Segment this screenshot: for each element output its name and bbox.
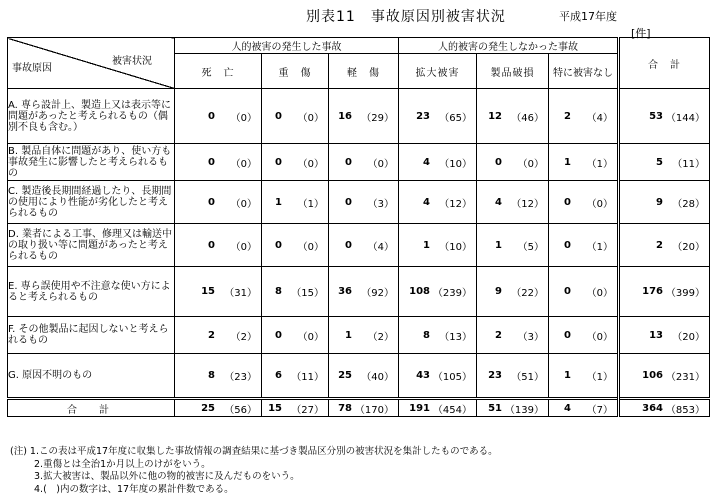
- cumulative-count: （0）: [586, 198, 614, 210]
- table-row: [8, 354, 710, 399]
- cumulative-value: 1: [307, 198, 314, 210]
- corner-bottom-label: 事故原因: [12, 63, 52, 74]
- cumulative-value: 3: [377, 198, 384, 210]
- cumulative-value: 0: [307, 112, 314, 124]
- cumulative-value: 170: [364, 404, 384, 416]
- value-cell: [619, 224, 710, 267]
- count: 0: [275, 156, 282, 168]
- cumulative-count: （0）: [367, 158, 394, 170]
- cause-label: C. 製造後長期間経過したり、長期間の使用により性能が劣化したと考えられるもの: [8, 181, 175, 224]
- unit-label: [件]: [631, 27, 651, 40]
- total-row: [8, 399, 710, 417]
- count: 4: [423, 156, 430, 168]
- count: 4: [564, 402, 572, 414]
- count: 4: [495, 196, 502, 208]
- cumulative-value: 2: [377, 331, 384, 343]
- cumulative-count: （20）: [672, 331, 706, 343]
- value-cell: [329, 354, 399, 399]
- cumulative-value: 399: [675, 288, 696, 299]
- count: 106: [642, 370, 664, 381]
- cumulative-value: 3: [527, 331, 534, 343]
- cumulative-count: （12）: [439, 198, 472, 210]
- value-cell: [329, 181, 399, 224]
- value-cell: [619, 181, 710, 224]
- cumulative-count: （4）: [367, 241, 394, 253]
- value-cell: [262, 224, 329, 267]
- value-cell: [262, 89, 329, 144]
- cause-label: B. 製品自体に問題があり、使い方も事故発生に影響したと考えられるもの: [8, 144, 175, 181]
- cumulative-count: （40）: [361, 372, 394, 383]
- value-cell: [399, 224, 477, 267]
- cumulative-count: （144）: [665, 112, 706, 124]
- count: 0: [564, 196, 572, 208]
- count: 12: [488, 110, 502, 122]
- count: 1: [564, 156, 572, 168]
- corner-top-label: 被害状況: [112, 56, 152, 67]
- fiscal-year: 平成17年度: [559, 10, 617, 23]
- footnotes: [10, 446, 498, 496]
- count: 5: [656, 156, 664, 168]
- cumulative-count: （0）: [586, 331, 614, 343]
- cumulative-value: 22: [521, 288, 534, 299]
- table-row: [8, 181, 710, 224]
- cumulative-count: （0）: [297, 158, 324, 170]
- value-cell: [262, 181, 329, 224]
- cumulative-value: 0: [596, 331, 604, 343]
- cumulative-count: （56）: [224, 404, 257, 416]
- cumulative-value: 0: [527, 158, 534, 170]
- cumulative-count: （2）: [230, 331, 257, 343]
- value-cell: [175, 399, 262, 417]
- cumulative-count: （1）: [586, 241, 614, 253]
- cumulative-value: 27: [301, 404, 314, 416]
- value-cell: [477, 354, 549, 399]
- count: 0: [345, 196, 352, 208]
- table-row: [8, 224, 710, 267]
- cumulative-value: 12: [521, 198, 534, 210]
- cumulative-count: （231）: [665, 372, 706, 383]
- count: 8: [275, 286, 282, 297]
- cumulative-count: （28）: [672, 198, 706, 210]
- cumulative-value: 20: [682, 241, 696, 253]
- count: 1: [495, 239, 502, 251]
- count: 16: [338, 110, 352, 122]
- cumulative-count: （2）: [367, 331, 394, 343]
- count: 0: [275, 110, 282, 122]
- count: 0: [564, 286, 572, 297]
- count: 2: [495, 329, 502, 341]
- count: 43: [416, 370, 430, 381]
- cumulative-value: 11: [682, 158, 696, 170]
- damage-table: [7, 37, 710, 417]
- cumulative-count: （105）: [432, 372, 472, 383]
- cumulative-value: 1: [596, 158, 604, 170]
- cumulative-value: 144: [675, 112, 696, 124]
- value-cell: [549, 317, 619, 354]
- count: 176: [642, 286, 664, 297]
- value-cell: [329, 399, 399, 417]
- value-cell: [175, 144, 262, 181]
- cumulative-count: （139）: [504, 404, 544, 416]
- cumulative-count: （0）: [230, 112, 257, 124]
- cumulative-count: （46）: [511, 112, 544, 124]
- cumulative-count: （0）: [586, 288, 614, 299]
- group-no-human-damage: 人的被害の発生しなかった事故: [399, 38, 619, 54]
- cumulative-count: （1）: [586, 158, 614, 170]
- cumulative-count: （454）: [432, 404, 472, 416]
- value-cell: [549, 181, 619, 224]
- cumulative-value: 0: [596, 198, 604, 210]
- count: 23: [416, 110, 430, 122]
- cumulative-value: 28: [682, 198, 696, 210]
- cumulative-value: 1: [596, 241, 604, 253]
- value-cell: [399, 267, 477, 317]
- cumulative-value: 20: [682, 331, 696, 343]
- cumulative-count: （1）: [297, 198, 324, 210]
- cumulative-value: 92: [371, 288, 384, 299]
- value-cell: [477, 267, 549, 317]
- count: 2: [564, 110, 572, 122]
- value-cell: [477, 224, 549, 267]
- value-cell: [399, 317, 477, 354]
- note-3: 3.拡大被害は、製品以外に他の物的被害に及んだものをいう。: [34, 471, 300, 482]
- value-cell: [262, 144, 329, 181]
- cause-label: D. 業者による工事、修理又は輸送中の取り扱い等に問題があったと考えられるもの: [8, 224, 175, 267]
- cumulative-count: （239）: [432, 288, 472, 299]
- cumulative-value: 46: [521, 112, 534, 124]
- cumulative-value: 139: [514, 404, 534, 416]
- cumulative-value: 31: [234, 288, 247, 299]
- value-cell: [619, 89, 710, 144]
- table-row: [8, 267, 710, 317]
- value-cell: [175, 267, 262, 317]
- cumulative-value: 40: [371, 372, 384, 383]
- count: 0: [345, 239, 352, 251]
- value-cell: [262, 399, 329, 417]
- count: 2: [208, 329, 215, 341]
- count: 1: [564, 370, 572, 381]
- value-cell: [399, 144, 477, 181]
- count: 78: [338, 402, 352, 414]
- corner-header: [8, 38, 175, 89]
- total-label: 合 計: [8, 399, 175, 417]
- note-1: (注) 1.この表は平成17年度に収集した事故情報の調査結果に基づき製品区分別の被害状況を集計したものである。: [10, 446, 498, 457]
- value-cell: [329, 144, 399, 181]
- cumulative-count: （31）: [224, 288, 257, 299]
- col-total: 合 計: [619, 38, 710, 89]
- value-cell: [399, 399, 477, 417]
- cumulative-value: 0: [307, 241, 314, 253]
- table-row: [8, 89, 710, 144]
- value-cell: [549, 399, 619, 417]
- cumulative-value: 105: [442, 372, 462, 383]
- table-row: [8, 144, 710, 181]
- count: 1: [423, 239, 430, 251]
- cumulative-count: （11）: [672, 158, 706, 170]
- cumulative-value: 231: [675, 372, 696, 383]
- cumulative-value: 4: [377, 241, 384, 253]
- count: 0: [208, 239, 215, 251]
- value-cell: [477, 399, 549, 417]
- count: 0: [208, 156, 215, 168]
- cause-label: F. その他製品に起因しないと考えられるもの: [8, 317, 175, 354]
- count: 15: [201, 286, 215, 297]
- cumulative-value: 0: [377, 158, 384, 170]
- value-cell: [175, 181, 262, 224]
- count: 8: [423, 329, 430, 341]
- cumulative-value: 5: [527, 241, 534, 253]
- cumulative-count: （0）: [230, 198, 257, 210]
- cause-label: E. 専ら誤使用や不注意な使い方によると考えられるもの: [8, 267, 175, 317]
- value-cell: [329, 89, 399, 144]
- cumulative-count: （0）: [297, 112, 324, 124]
- cumulative-value: 56: [234, 404, 247, 416]
- count: 1: [345, 329, 352, 341]
- value-cell: [477, 181, 549, 224]
- cause-label: A. 専ら設計上、製造上又は表示等に問題があったと考えられるもの（偶別不良も含む。）: [8, 89, 175, 144]
- value-cell: [262, 317, 329, 354]
- cumulative-count: （12）: [511, 198, 544, 210]
- value-cell: [619, 354, 710, 399]
- col-death: 死 亡: [175, 54, 262, 89]
- cumulative-value: 65: [449, 112, 462, 124]
- count: 23: [488, 370, 502, 381]
- cumulative-count: （0）: [517, 158, 544, 170]
- value-cell: [399, 354, 477, 399]
- count: 9: [656, 196, 664, 208]
- cumulative-value: 0: [596, 288, 604, 299]
- table-row: [8, 317, 710, 354]
- cumulative-count: （23）: [224, 372, 257, 383]
- count: 4: [423, 196, 430, 208]
- count: 9: [495, 286, 502, 297]
- count: 8: [208, 370, 215, 381]
- count: 0: [495, 156, 502, 168]
- count: 108: [409, 286, 430, 297]
- cumulative-count: （65）: [439, 112, 472, 124]
- value-cell: [175, 317, 262, 354]
- cumulative-count: （20）: [672, 241, 706, 253]
- value-cell: [329, 317, 399, 354]
- count: 51: [488, 402, 502, 414]
- cumulative-count: （11）: [291, 372, 324, 383]
- value-cell: [619, 267, 710, 317]
- col-none: 特に被害なし: [549, 54, 619, 89]
- col-serious: 重 傷: [262, 54, 329, 89]
- value-cell: [549, 267, 619, 317]
- cumulative-value: 29: [371, 112, 384, 124]
- cumulative-count: （92）: [361, 288, 394, 299]
- value-cell: [549, 89, 619, 144]
- cumulative-count: （0）: [230, 241, 257, 253]
- cumulative-count: （170）: [354, 404, 394, 416]
- count: 36: [338, 286, 352, 297]
- note-2: 2.重傷とは全治1か月以上のけがをいう。: [34, 458, 211, 470]
- count: 0: [208, 196, 215, 208]
- count: 364: [642, 402, 664, 414]
- cumulative-count: （3）: [517, 331, 544, 343]
- count: 0: [564, 329, 572, 341]
- value-cell: [619, 317, 710, 354]
- cumulative-count: （22）: [511, 288, 544, 299]
- cumulative-value: 0: [240, 198, 247, 210]
- col-spread: 拡大被害: [399, 54, 477, 89]
- count: 15: [268, 402, 282, 414]
- value-cell: [262, 354, 329, 399]
- cumulative-value: 23: [234, 372, 247, 383]
- cumulative-count: （0）: [297, 241, 324, 253]
- cumulative-count: （10）: [439, 158, 472, 170]
- note-4: 4.( )内の数字は、17年度の累計件数である。: [34, 483, 234, 495]
- cumulative-value: 13: [449, 331, 462, 343]
- cumulative-value: 1: [596, 372, 604, 383]
- value-cell: [329, 267, 399, 317]
- cumulative-value: 12: [449, 198, 462, 210]
- value-cell: [399, 89, 477, 144]
- cumulative-count: （3）: [367, 198, 394, 210]
- count: 0: [275, 239, 282, 251]
- cumulative-value: 7: [596, 404, 604, 416]
- value-cell: [549, 224, 619, 267]
- cumulative-value: 10: [449, 241, 462, 253]
- count: 0: [275, 329, 282, 341]
- cumulative-count: （399）: [665, 288, 706, 299]
- count: 0: [564, 239, 572, 251]
- value-cell: [175, 224, 262, 267]
- col-minor: 軽 傷: [329, 54, 399, 89]
- value-cell: [399, 181, 477, 224]
- count: 0: [345, 156, 352, 168]
- value-cell: [477, 144, 549, 181]
- value-cell: [175, 89, 262, 144]
- cause-label: G. 原因不明のもの: [8, 354, 175, 399]
- cumulative-value: 51: [521, 372, 534, 383]
- cumulative-value: 853: [675, 404, 696, 416]
- cumulative-count: （27）: [291, 404, 324, 416]
- cumulative-value: 0: [240, 241, 247, 253]
- count: 1: [275, 196, 282, 208]
- cumulative-count: （13）: [439, 331, 472, 343]
- group-human-damage: 人的被害の発生した事故: [175, 38, 399, 54]
- cumulative-count: （7）: [586, 404, 614, 416]
- cumulative-value: 454: [442, 404, 462, 416]
- cumulative-value: 0: [240, 112, 247, 124]
- cumulative-count: （853）: [665, 404, 706, 416]
- value-cell: [329, 224, 399, 267]
- cumulative-value: 2: [240, 331, 247, 343]
- cumulative-value: 15: [301, 288, 314, 299]
- cumulative-value: 0: [307, 331, 314, 343]
- cumulative-count: （15）: [291, 288, 324, 299]
- count: 2: [656, 239, 664, 251]
- value-cell: [477, 317, 549, 354]
- cumulative-value: 11: [301, 372, 314, 383]
- cumulative-count: （10）: [439, 241, 472, 253]
- cumulative-count: （0）: [230, 158, 257, 170]
- count: 25: [338, 370, 352, 381]
- count: 53: [649, 110, 664, 122]
- cumulative-count: （5）: [517, 241, 544, 253]
- value-cell: [175, 354, 262, 399]
- cumulative-value: 0: [307, 158, 314, 170]
- value-cell: [549, 144, 619, 181]
- col-product: 製品破損: [477, 54, 549, 89]
- cumulative-count: （0）: [297, 331, 324, 343]
- value-cell: [619, 399, 710, 417]
- cumulative-count: （1）: [586, 372, 614, 383]
- page-title: 別表11 事故原因別被害状況: [306, 9, 506, 25]
- count: 191: [409, 402, 430, 414]
- cumulative-count: （29）: [361, 112, 394, 124]
- cumulative-count: （51）: [511, 372, 544, 383]
- value-cell: [262, 267, 329, 317]
- cumulative-count: （4）: [586, 112, 614, 124]
- count: 0: [208, 110, 215, 122]
- count: 6: [275, 370, 282, 381]
- value-cell: [549, 354, 619, 399]
- cumulative-value: 0: [240, 158, 247, 170]
- value-cell: [477, 89, 549, 144]
- cumulative-value: 10: [449, 158, 462, 170]
- value-cell: [619, 144, 710, 181]
- cumulative-value: 4: [596, 112, 604, 124]
- cumulative-value: 239: [442, 288, 462, 299]
- count: 13: [649, 329, 664, 341]
- count: 25: [201, 402, 215, 414]
